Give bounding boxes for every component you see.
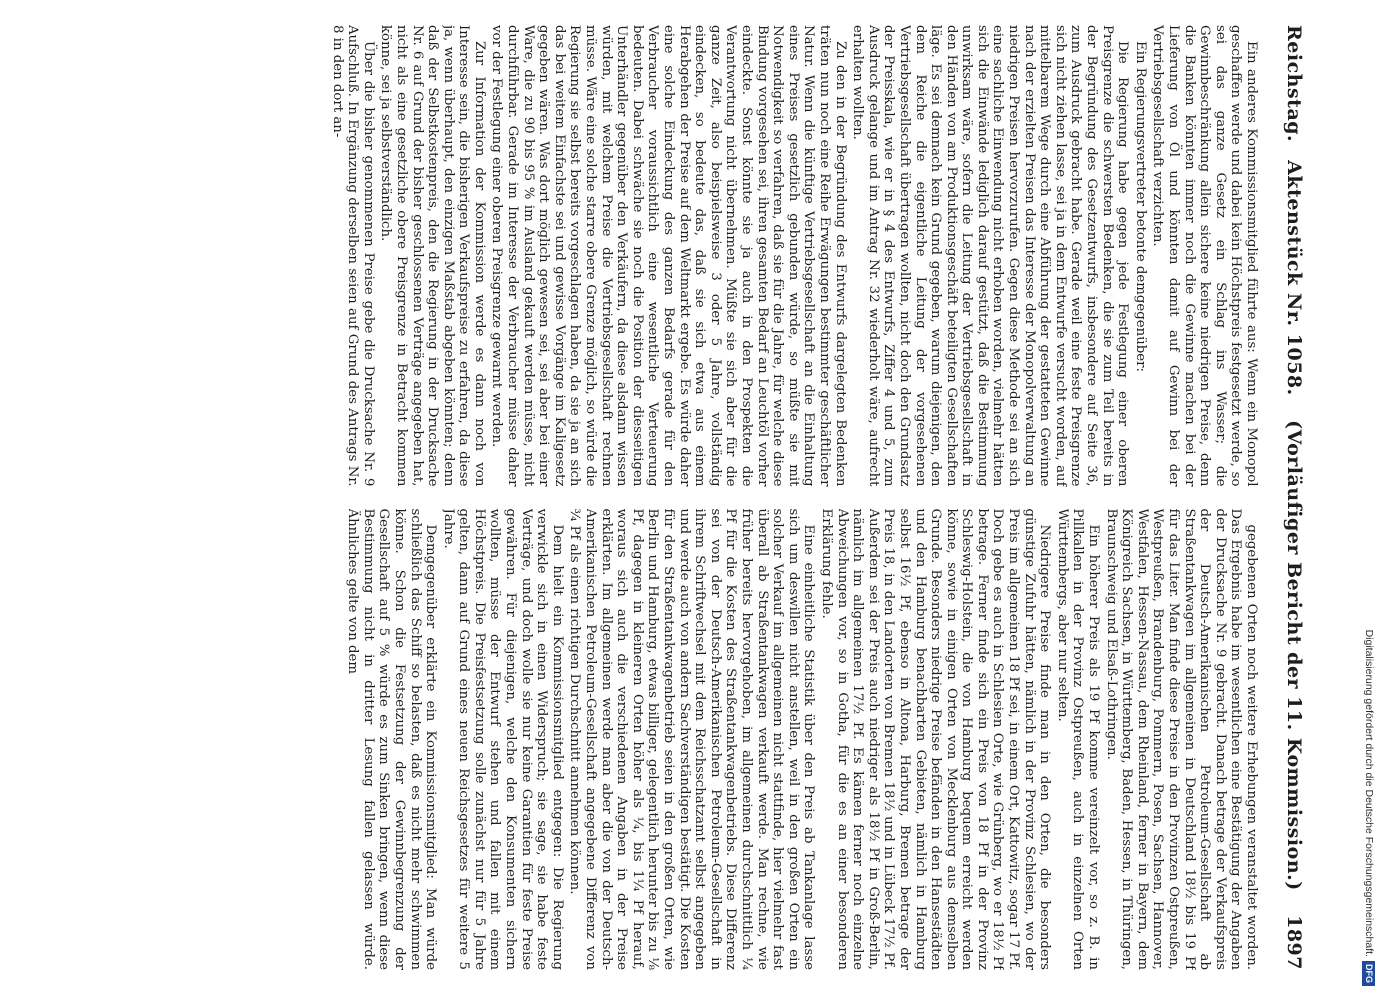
paragraph: Demgegenüber erklärte ein Kommissionsmitglied: Man würde schließlich das Schiff so belasten, daß es nicht mehr schwimmen könne. Schon die Festsetzung der Gewinnbegrenzung der Gesellschaft auf 5 % würde es zum Sinken bringen, wenn diese Bestimmung nicht in dritter Lesung fallen gelassen würde. Ähnliches gelte von dem	[345, 508, 439, 970]
paragraph: Die Regierung habe gegen jede Festlegung einer oberen Preisgrenze die schwersten Bedenken, die sie zum Teil bereits in der Begründung des Gesetzentwurfs, insbesondere auf Seite 36, zum Ausdruck gebracht habe. Gerade weil eine feste Preisgrenze sich nicht ziehen lasse, sei ja in dem Entwurfe versucht worden, auf mittelbarem Wege durch eine Abführung der gestatteten Gewinne nach der erzielten Preisen das Interesse der Monopolverwaltung an niedrigen Preisen hervorzurufen. Gegen diese Methode sei an sich eine sachliche Einwendung nicht erhoben worden, vielmehr hätten sich die Einwände lediglich darauf gestützt, daß die Bestimmung unwirksam wäre, sofern die Leitung der Vertriebsgesellschaft in den Händen von am Produktionsgeschäft beteiligten Gesellschaften läge. Es sei demnach kein Grund gegeben, warum diejenigen, den dem Reiche die eigentliche Leitung der vorgesehenen Vertriebsgesellschaft übertragen wollten, nicht doch den Grundsatz der Preisskala, wie er in § 4 des Entwurfs, Ziffer 4 und 5, zum Ausdruck gelange und im Antrag Nr. 32 wiederholt wäre, aufrecht erhalten wollten.	[850, 25, 1131, 487]
header-report-title: (Vorläufiger Bericht der 11. Kommission.)	[1283, 420, 1305, 891]
header-aktenstueck: Aktenstück Nr. 1058.	[1283, 160, 1305, 396]
paragraph: Eine einheitliche Statistik über den Preis ab Tankanlage lasse sich um deswillen nicht anstellen, weil in den großen Orten ein solcher Verkauf im allgemeinen nicht stattfinde, hier vielmehr fast überall ab Straßentankwagen verkauft werde. Man rechne, wie früher bereits hervorgehoben, im allgemeinen durchschnittlich ¼ Pf für die Kosten des Straßentankwagenbetriebs. Diese Differenz sei von der Deutsch-Amerikanischen Petroleum-Gesellschaft in ihrem Schriftwechsel mit dem Reichsschatzamt selbst angegeben und werde auch von andern Sachverständigen bestätigt. Die Kosten für den Straßentankwagenbetrieb seien in den großen Orten, wie Berlin und Hamburg, etwas billiger, gelegentlich herunter bis zu ⅛ Pf, dagegen in kleineren Orten höher als ¼, bis 1¼ Pf herauf, woraus sich auch die verschiedenen Angaben in der Preise erklärten. Im allgemeinen werde man aber die von der Deutsch-Amerikanischen Petroleum-Gesellschaft angegebene Differenz von ¾ Pf als einen richtigen Durchschnitt annehmen können.	[567, 508, 817, 970]
header-reichstag: Reichstag.	[1283, 25, 1305, 143]
column-right	[89, 509, 1259, 971]
paragraph: Ein anderes Kommissionsmitglied führte aus: Wenn ein Monopol geschaffen werde und dabei kein Höchstpreis festgesetzt werde, so sei das ganze Gesetz ein Schlag ins Wasser; die Gewinnbeschränkung allein sichere keine niedrigen Preise, denn die Banken könnten immer noch die Gewinne machen bei der Lieferung von Öl und könnten damit auf Gewinn bei der Vertriebsgesellschaft verzichten.	[1150, 25, 1259, 487]
paragraph: Ein Regierungsvertreter betonte demgegenüber:	[1132, 41, 1148, 373]
column-left	[89, 25, 1259, 487]
page-header	[1265, 25, 1305, 970]
paragraph: gegebenen Orten noch weitere Erhebungen veranstaltet worden. Das Ergebnis habe im wesentlichen eine Bestätigung der Angaben der Drucksache Nr. 9 gebracht. Danach betrage der Verkaufspreis der Deutsch-Amerikanischen Petroleum-Gesellschaft ab Straßentankwagen im allgemeinen in Deutschland 18½ bis 19 Pf für das Liter. Man finde diese Preise in den Provinzen Ostpreußen, Westpreußen, Brandenburg, Pommern, Posen, Sachsen, Hannover, Westfalen, Hessen-Nassau, dem Rheinland, ferner in Bayern, dem Königreich Sachsen, in Württemberg, Baden, Hessen, in Thüringen, Braunschweig und Elsaß-Lothringen.	[1103, 508, 1259, 970]
digitization-credit: Digitalisierung gefördert durch die Deutsche Forschungsgemeinschaft.	[1363, 629, 1375, 957]
document-page	[80, 25, 1305, 970]
digitization-credit-strip	[1361, 16, 1377, 986]
dfg-logo: DFG	[1363, 961, 1376, 986]
paragraph: Ein höherer Preis als 19 Pf komme vereinzelt vor, so z. B. in Pillkallen in der Provinz Ostpreußen, auch in einzelnen Orten Württembergs, aber nur selten.	[1054, 508, 1102, 970]
page-number: 1897	[1283, 915, 1305, 970]
paragraph: Niedrigere Preise finde man in den Orten, die besonders günstige Zufuhr hätten, nämlich in der Provinz Schlesien, wo der Preis im allgemeinen 18 Pf sei, in einem Ort, Kattowitz, sogar 17 Pf. Doch gebe es auch in Schlesien Orte, wie Grünberg, wo er 18½ Pf betrage. Ferner finde sich ein Preis von 18 Pf in der Provinz Schleswig-Holstein, die von Hamburg bequem erreicht werden könne, sowie in einigen Orten von Mecklenburg aus demselben Grunde. Besonders niedrige Preise befänden in den Hansestädten und den Hamburg benachbarten Gebieten, nämlich in Hamburg selbst 16½ Pf, ebenso in Altona, Harburg, Bremen betrage der Preis 18, in den Landorten von Bremen 18½ und in Lübeck 17½ Pf. Außerdem sei der Preis auch niedriger als 18½ Pf in Groß-Berlin, nämlich im allgemeinen 17½ Pf. Es kämen ferner noch einzelne Abweichungen vor, so in Gotha, für die es an einer besonderen Erklärung fehle.	[818, 508, 1053, 970]
paragraph: Zur Information der Kommission werde es dann noch von Interesse sein, die bisherigen Verkaufspreise zu erfahren, da diese ja, wenn überhaupt, den einzigen Maßstab abgeben könnten; denn daß der Selbstkostenpreis, den die Regierung in der Drucksache Nr. 6 auf Grund der bisher geschlossenen Verträge angegeben hat, nicht als eine gesetzliche obere Preisgrenze in Betracht kommen könne, sei ja selbstverständlich.	[378, 25, 487, 487]
text-columns	[89, 25, 1259, 970]
paragraph: Über die bisher genommenen Preise gebe die Drucksache Nr. 9 Aufschluß. In Ergänzung derselben seien auf Grund des Antrags Nr. 8 in den dort an-	[329, 25, 376, 487]
paragraph: Dem hielt ein Kommissionsmitglied entgegen: Die Regierung verwickle sich in einen Widerspruch; sie sage, sie habe feste Verträge, und doch wolle sie nur keine Garantien für feste Preise gewähren. Für diejenigen, welche den Konsumenten sichern wollten, müsse der Entwurf stehen und fallen mit einem Höchstpreis. Die Preisfestsetzung solle zunächst nur für 5 Jahre gelten, dann auf Grund eines neuen Reichsgesetzes für weitere 5 Jahre.	[440, 508, 565, 970]
paragraph: Zu den in der Begründung des Entwurfs dargelegten Bedenken träten nun noch eine Reihe Erwägungen bestimmter geschäftlicher Natur. Wenn die künftige Vertriebsgesellschaft an die Einhaltung eines Preises gesetzlich gebunden würde, so müßte sie mit Notwendigkeit so verfahren, daß sie für die Jahre, für welche diese Bindung vorgesehen sei, ihren gesamten Bedarf an Leuchtöl vorher eindeckte. Sonst könnte sie ja auch in den Prospekten die Verantwortung nicht übernehmen. Müßte sie sich aber für die ganze Zeit, also beispielsweise 3 oder 5 Jahre, vollständig eindecken, so bedeute das, daß sie sich etwa aus einem Herabgehen der Preise auf dem Weltmarkt ergebe. Es würde daher eine solche Eindeckung des ganzen Bedarfs gerade für den Verbraucher voraussichtlich eine wesentliche Verteuerung bedeuten. Dabei schwäche sie noch die Position der diesseitigen Unterhändler gegenüber den Verkäufern, da diese alsdann wissen würden, mit welchem Preise die Vertriebsgesellschaft rechnen müsse. Wäre eine solche starre obere Grenze möglich, so würde die Regierung sie selbst bereits vorgeschlagen haben, da sie ja an sich das bei weitem Einfachste sei und gewisse Vorgänge im Kaligesetz gegeben wären. Was dort möglich gewesen sei, sei aber bei einer Ware, die zu 90 bis 95 % im Ausland gekauft werden müsse, nicht durchführbar. Gerade im Interesse der Verbraucher müsse daher vor der Festlegung einer oberen Preisgrenze gewarnt werden.	[489, 25, 848, 487]
